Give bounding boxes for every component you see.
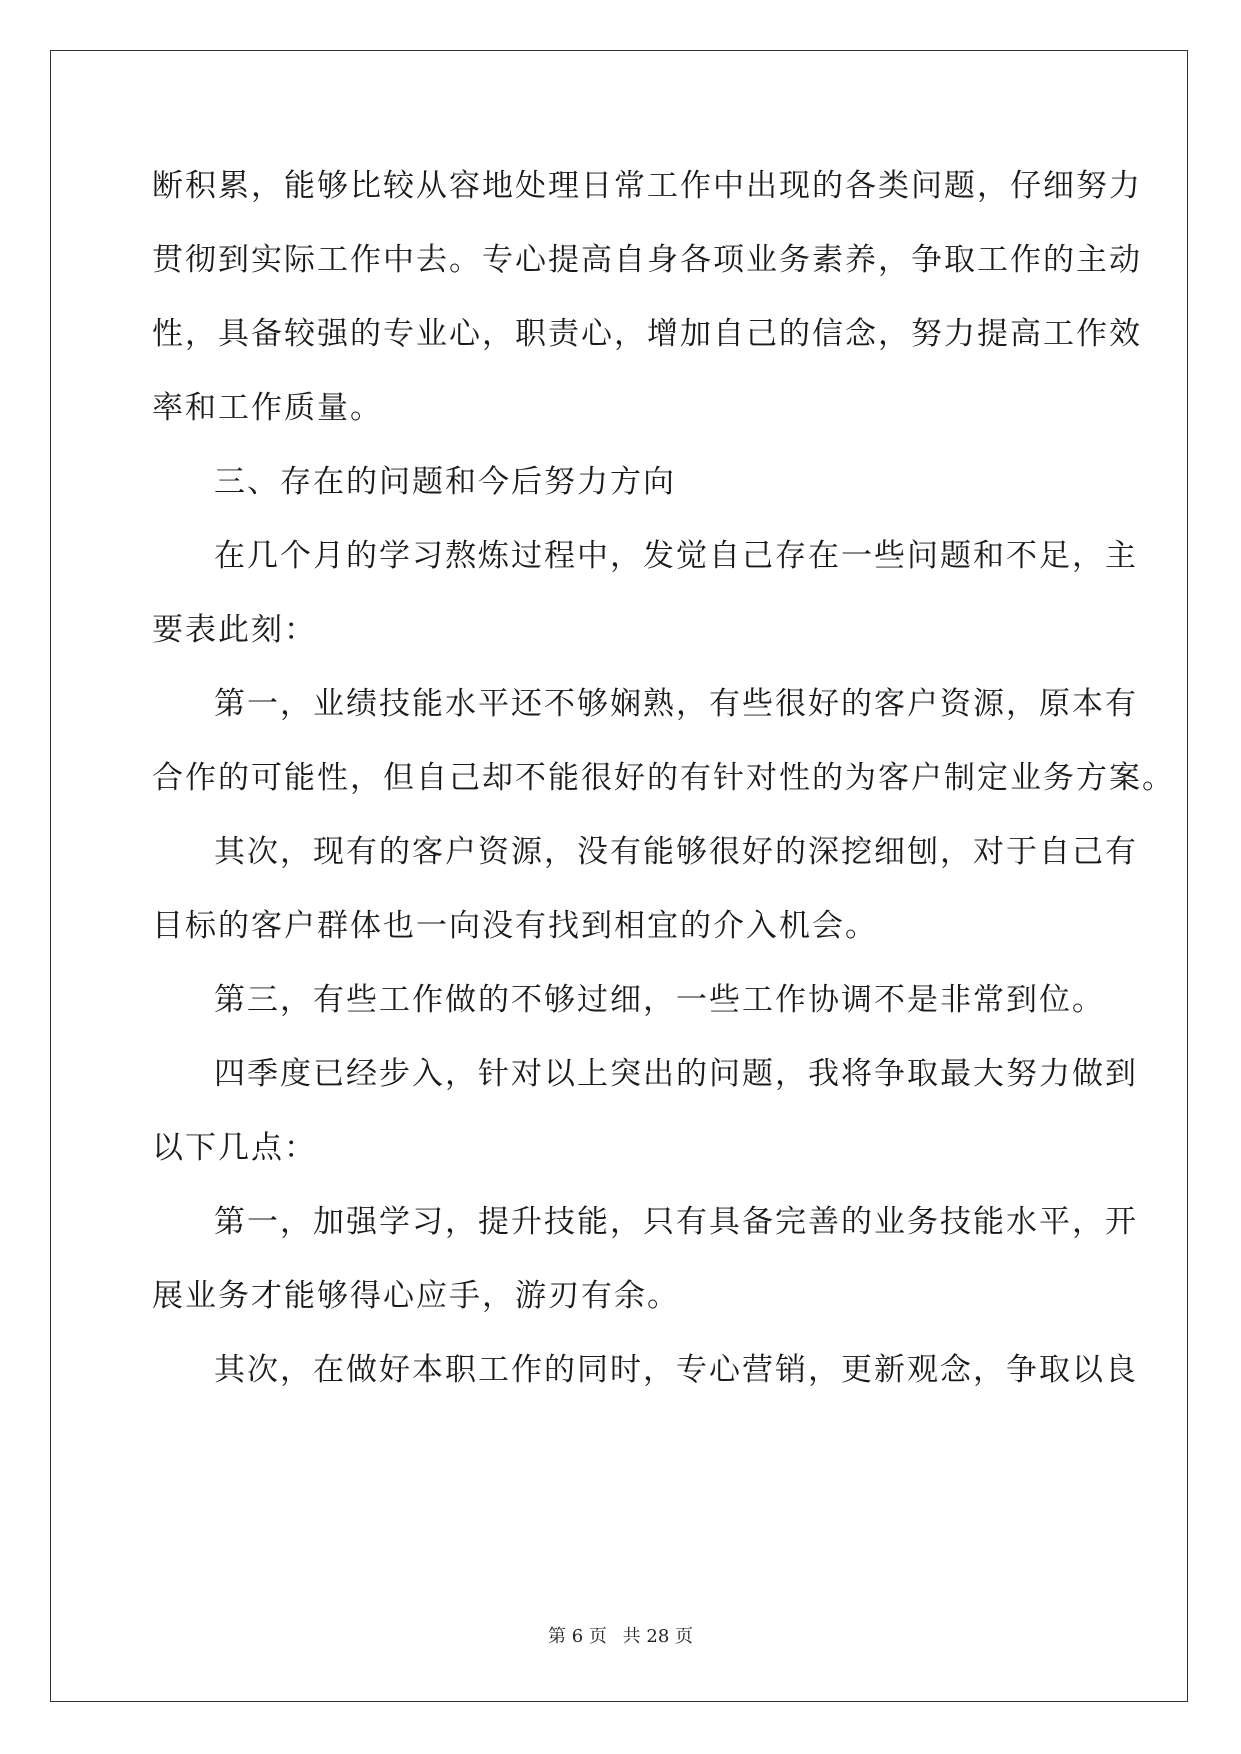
page-total: 共 28 页 xyxy=(622,1626,693,1647)
text-line: 断积累，能够比较从容地处理日常工作中出现的各类问题，仔细努力 xyxy=(152,168,1142,204)
section-heading: 三、存在的问题和今后努力方向 xyxy=(214,464,676,500)
text-line: 合作的可能性，但自己却不能很好的有针对性的为客户制定业务方案。 xyxy=(152,760,1175,796)
text-line: 目标的客户群体也一向没有找到相宜的介入机会。 xyxy=(152,908,878,944)
text-line: 展业务才能够得心应手，游刃有余。 xyxy=(152,1278,680,1314)
text-line: 其次，现有的客户资源，没有能够很好的深挖细刨，对于自己有 xyxy=(214,834,1138,870)
text-line: 要表此刻： xyxy=(152,612,317,648)
page-border xyxy=(50,50,1188,1702)
text-line: 性，具备较强的专业心，职责心，增加自己的信念，努力提高工作效 xyxy=(152,316,1142,352)
text-line: 四季度已经步入，针对以上突出的问题，我将争取最大努力做到 xyxy=(214,1056,1138,1092)
text-line: 贯彻到实际工作中去。专心提高自身各项业务素养，争取工作的主动 xyxy=(152,242,1142,278)
text-line: 以下几点： xyxy=(152,1130,317,1166)
text-line: 率和工作质量。 xyxy=(152,390,383,426)
text-line: 在几个月的学习熬炼过程中，发觉自己存在一些问题和不足，主 xyxy=(214,538,1138,574)
text-line: 其次，在做好本职工作的同时，专心营销，更新观念，争取以良 xyxy=(214,1352,1138,1388)
page-number: 第 6 页 xyxy=(548,1626,607,1647)
text-line: 第一，加强学习，提升技能，只有具备完善的业务技能水平，开 xyxy=(214,1204,1138,1240)
page-footer xyxy=(0,1622,1241,1648)
text-line: 第三，有些工作做的不够过细，一些工作协调不是非常到位。 xyxy=(214,982,1105,1018)
text-line: 第一，业绩技能水平还不够娴熟，有些很好的客户资源，原本有 xyxy=(214,686,1138,722)
